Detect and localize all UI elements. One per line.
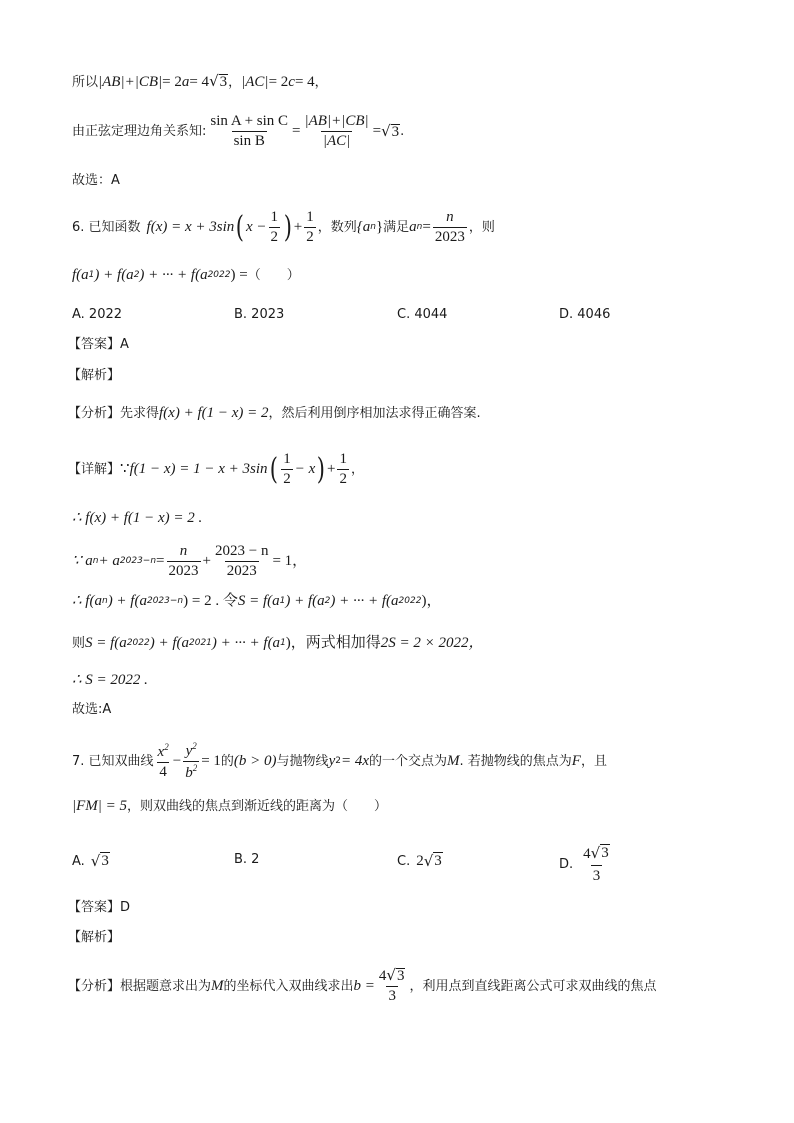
question-7-stem-2: |FM| = 5 ，则双曲线的焦点到渐近线的距离为（ ）: [72, 798, 388, 814]
math-sqrt: √ 3: [209, 72, 228, 90]
q6-option-a: A. 2022: [72, 307, 123, 322]
q6-answer: 【答案】A: [68, 337, 129, 352]
q6-step4: 则 S = f(a 2022 ) + f(a 2021 ) + ··· + f(a 1 )，两式相加得 2S = 2 × 2022，: [72, 635, 484, 651]
text-end: ，: [314, 74, 328, 90]
math-eq: = 2: [162, 73, 182, 90]
q6-step3: ∴ f(a n ) + f(a 2023−n ) = 2 . 令 S = f(a 1 ) + f(a 2 ) + ··· + f(a 2022 )，: [72, 593, 442, 609]
math-frac-sine: $\frac{\text{sin A + sin C}}{\text{sin B}}$: [210, 113, 289, 149]
text-prefix: 所以: [72, 74, 99, 90]
question-7-stem: 7. 已知双曲线 $\frac{x^2}{4}$ − $\frac{y^2}{b^2}$ = 1 的 (b > 0) 与抛物线 y 2 = 4x 的一个交点为 M . 若抛物线的焦点为 F ，且: [72, 741, 607, 781]
q7-answer: 【答案】D: [68, 900, 131, 915]
q7-option-d: D. 4 √ 3 3: [559, 844, 609, 884]
q7-option-c: C. 2 √ 3: [397, 852, 442, 870]
q6-fenxi: 【分析】先求得 f(x) + f(1 − x) = 2 ，然后利用倒序相加法求得正确答案.: [68, 405, 481, 421]
math-frac-half: $\frac{1}{2}$: [306, 209, 314, 245]
q6-option-c: C. 4044: [397, 307, 448, 322]
q6-analysis-header: 【解析】: [68, 368, 121, 383]
solution-line-suoyi: [72, 74, 328, 90]
math-eq: = 4: [189, 73, 210, 90]
question-6-sum: f(a 1 ) + f(a 2 ) + ··· + f(a 2022 ) = （ ）: [72, 267, 300, 283]
q6-xiangjie: 【详解】 ∵ f(1 − x) = 1 − x + 3sin ( $\frac{1}{2}$ − x ) + $\frac{1}{2}$ ，: [68, 451, 364, 487]
math-eq: = 4: [294, 73, 315, 90]
math-eq: = 2: [268, 73, 289, 90]
q6-option-d: D. 4046: [559, 307, 611, 322]
q6-final: 故选:A: [72, 702, 112, 717]
question-6-stem: 6. 已知函数 f(x) = x + 3sin ( x − $\frac{1}{2}$ ) + $\frac{1}{2}$ ，数列 {a n } 满足 a n = $\frac{n}{2023}$ ，则: [72, 209, 495, 245]
q7-fenxi: 【分析】根据题意求出为 M 的坐标代入双曲线求出 b = 4 √ 3 3 ，利用点到直线距离公式可求双曲线的焦点: [68, 966, 657, 1004]
q6-step5: ∴ S = 2022 .: [72, 672, 148, 688]
q7-option-b: B. 2: [234, 852, 260, 867]
math-var-a: a: [181, 73, 190, 90]
text-prefix: 由正弦定理边角关系知:: [72, 124, 207, 139]
text-sep: ，: [228, 74, 242, 90]
math-frac-n: $\frac{n}{2023}$: [434, 209, 465, 245]
q7-analysis-header: 【解析】: [68, 930, 121, 945]
math-frac-sides: $\frac{|AB|+|CB|}{|AC|}$: [304, 113, 369, 149]
q6-option-b: B. 2023: [234, 307, 285, 322]
q7-option-a: A. √ 3: [72, 852, 109, 870]
q6-step2: ∵ a n + a 2023−n = $\frac{n}{2023}$ + $\frac{2023 - n}{2023}$ = 1，: [72, 543, 308, 579]
math-abs-ac: |AC|: [241, 73, 269, 90]
math-frac-half: $\frac{1}{2}$: [270, 209, 279, 245]
q6-step1: ∴ f(x) + f(1 − x) = 2 .: [72, 510, 203, 526]
solution-line-sine: 由正弦定理边角关系知: $\frac{\text{sin A + sin C}}{\text{sin B}}$ = $\frac{|AB|+|CB|}{|AC|}$ = √ 3 .: [72, 113, 405, 149]
math-sqrt: √ 3: [381, 121, 400, 140]
math-var-c: c: [288, 73, 295, 90]
math-abs-sum: |AB|+|CB|: [98, 73, 163, 90]
answer-prev: 故选：A: [72, 173, 120, 188]
